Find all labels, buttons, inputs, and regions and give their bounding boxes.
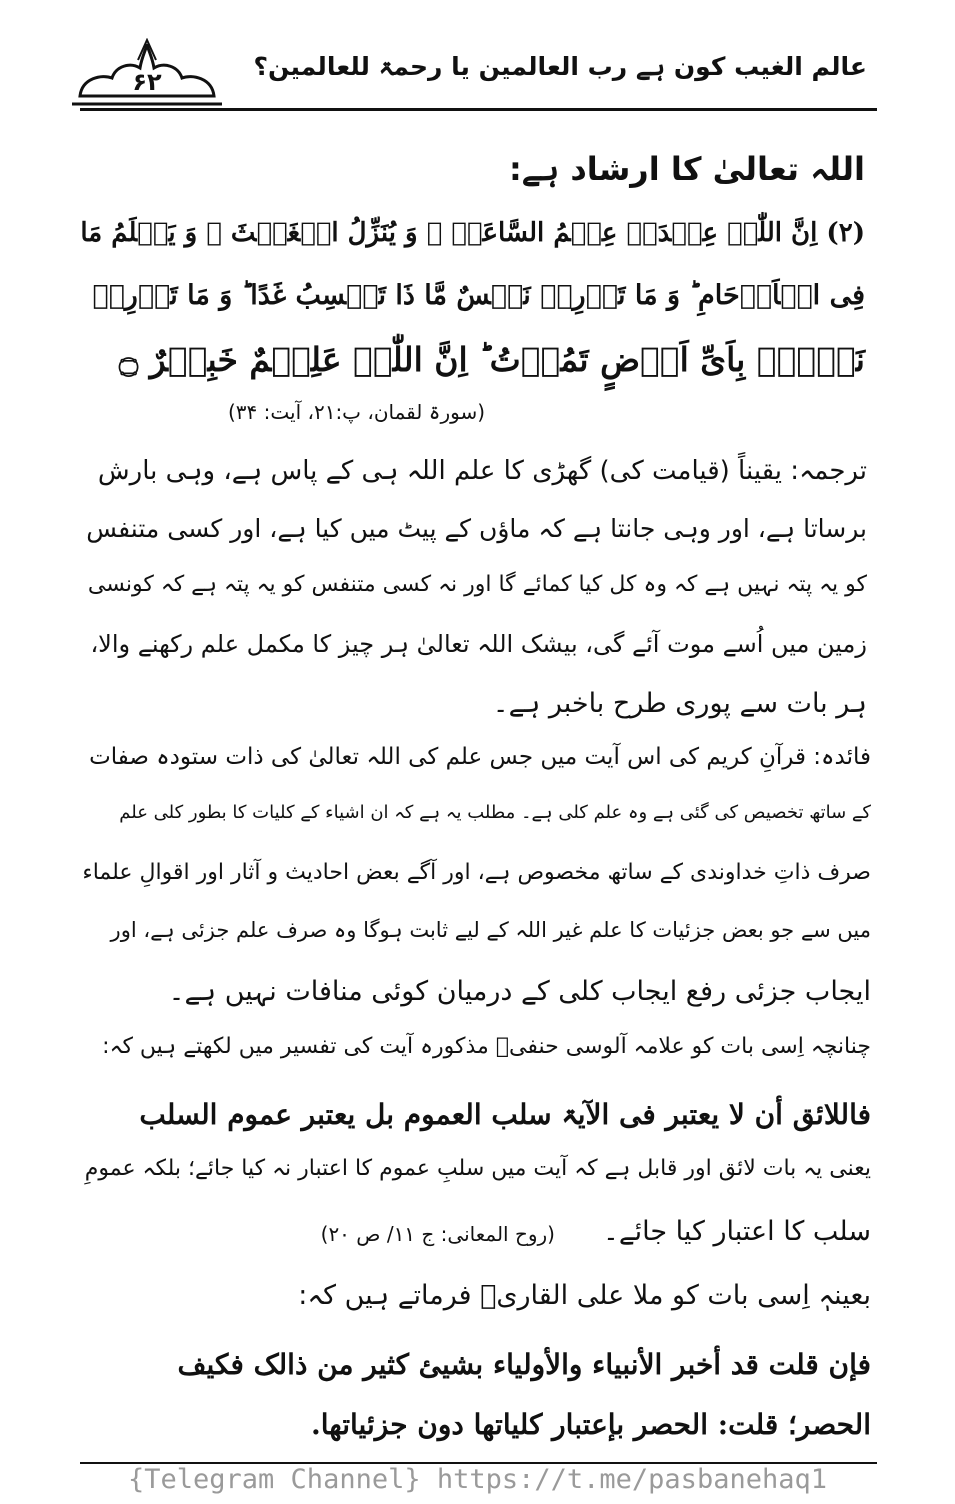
translation-line-5: ہر بات سے پوری طرح باخبر ہے۔ [492,688,867,719]
verse-line-2: فِی الۡاَرۡحَامِ ؕ وَ مَا تَدۡرِیۡ نَفۡسٌ مَّا ذَا تَکۡسِبُ غَدًا ؕ وَ مَا تَدۡرِیۡ [92,280,865,311]
alusi-arabic-quote: فاللائق أن لا یعتبر فی الآیۃ سلب العموم بل یعتبر عموم السلب [139,1098,871,1131]
benefit-line-5: ایجاب جزئی رفع ایجاب کلی کے درمیان کوئی منافات نہیں ہے۔ [168,976,871,1007]
translation-line-4: زمین میں اُسے موت آئے گی، بیشک اللہ تعالیٰ ہر چیز کا مکمل علم رکھنے والا، [90,630,867,658]
page-number: ۶۲ [132,68,162,96]
translation-line-2: برساتا ہے، اور وہی جانتا ہے کہ ماؤں کے پیٹ میں کیا ہے، اور کسی متنفس [86,514,867,543]
verse-reference: (سورۃ لقمان، پ:۲۱، آیت: ۳۴) [227,400,485,424]
alusi-urdu-line-2: سلب کا اعتبار کیا جائے۔ [603,1216,871,1247]
benefit-line-3: صرف ذاتِ خداوندی کے ساتھ مخصوص ہے، اور آگے بعض احادیث و آثار اور اقوالِ علماء [82,860,871,885]
running-title: عالم الغیب کون ہے رب العالمین یا رحمۃ للعالمین؟ [253,52,867,81]
intro-heading: اللہ تعالیٰ کا ارشاد ہے: [508,150,865,188]
alusi-intro: چنانچہ اِسی بات کو علامہ آلوسی حنفیؒ مذکورہ آیت کی تفسیر میں لکھتے ہیں کہ: [102,1034,871,1059]
header-divider [80,108,877,111]
qari-arabic-line-2: الحصر؛ قلت: الحصر بإعتبار کلیاتھا دون جزئیاتھا. [311,1408,871,1441]
alusi-urdu-line-1: یعنی یہ بات لائق اور قابل ہے کہ آیت میں سلبِ عموم کا اعتبار نہ کیا جائے؛ بلکہ عمومِ [84,1156,871,1181]
benefit-line-1: فائدہ: قرآنِ کریم کی اس آیت میں جس علم کی اللہ تعالیٰ کی ذات ستودہ صفات [89,744,871,770]
verse-line-3: نَفۡسٌۢ بِاَیِّ اَرۡضٍ تَمُوۡتُ ؕ اِنَّ اللّٰہَ عَلِیۡمٌ خَبِیۡرٌ ۝ [118,340,865,379]
benefit-line-4: میں سے جو بعض جزئیات کا علم غیر اللہ کے لیے ثابت ہوگا وہ صرف علم جزئی ہے، اور [110,918,871,942]
verse-line-1: (۲) اِنَّ اللّٰہَ عِنۡدَہٗ عِلۡمُ السَّاعَۃِ ۚ وَ یُنَزِّلُ الۡغَیۡثَ ۚ وَ یَعۡلَمُ مَا [80,218,865,248]
translation-line-3: کو یہ پتہ نہیں ہے کہ وہ کل کیا کمائے گا اور نہ کسی متنفس کو یہ پتہ ہے کہ کونسی [87,572,867,597]
alusi-reference: (روح المعانی: ج ۱۱/ ص ۲۰) [320,1222,555,1246]
qari-arabic-line-1: فإن قلت قد أخبر الأنبیاء والأولیاء بشیئ کثیر من ذالک فکیف [177,1348,871,1381]
benefit-line-2: کے ساتھ تخصیص کی گئی ہے وہ علم کلی ہے۔ مطلب یہ ہے کہ ان اشیاء کے کلیات کا بطور کلی علم [119,802,871,823]
qari-intro: بعینہٖ اِسی بات کو ملا علی القاریؒ فرماتے ہیں کہ: [298,1280,871,1311]
translation-line-1: ترجمہ: یقیناً (قیامت کی) گھڑی کا علم اللہ ہی کے پاس ہے، وہی بارش [97,456,867,486]
footer-watermark: {Telegram Channel} https://t.me/pasbanehaq1 [128,1464,827,1495]
